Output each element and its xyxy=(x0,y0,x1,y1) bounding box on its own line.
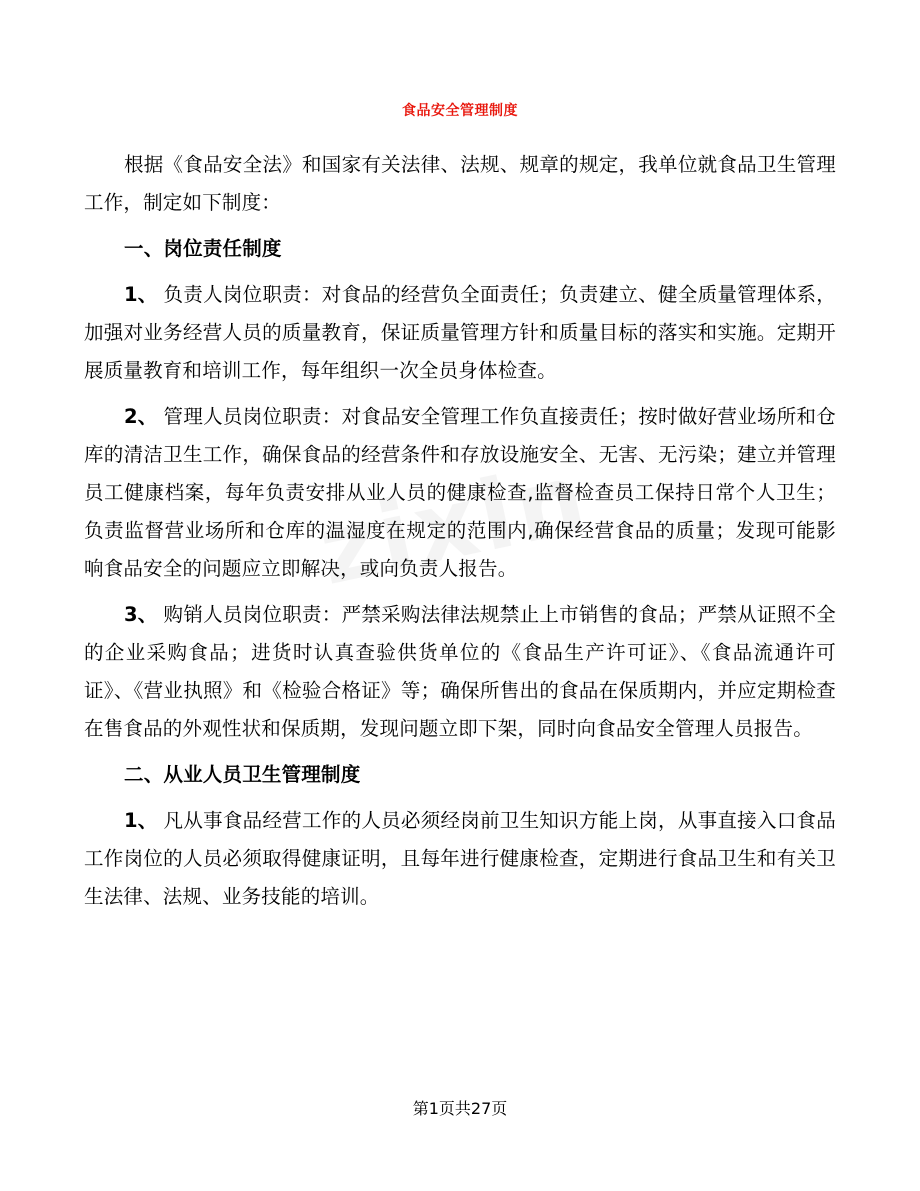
list-item xyxy=(84,802,836,916)
item-text: 购销人员岗位职责：严禁采购法律法规禁止上市销售的食品；严禁从证照不全的企业采购食品；进货时认真查验供货单位的《食品生产许可证》、《食品流通许可证》、《营业执照》和《检验合格证》等；确保所售出的食品在保质期内，并应定期检查在售食品的外观性状和保质期，发现问题立即下架，同时向食品安全管理人员报告。 xyxy=(84,603,836,740)
document-title: 食品安全管理制度 xyxy=(402,103,518,119)
item-text: 负责人岗位职责：对食品的经营负全面责任；负责建立、健全质量管理体系，加强对业务经营人员的质量教育，保证质量管理方针和质量目标的落实和实施。定期开展质量教育和培训工作，每年组织一次全员身体检查。 xyxy=(84,283,836,382)
item-text: 凡从事食品经营工作的人员必须经岗前卫生知识方能上岗，从事直接入口食品工作岗位的人员必须取得健康证明，且每年进行健康检查，定期进行食品卫生和有关卫生法律、法规、业务技能的培训。 xyxy=(84,809,836,908)
item-text: 管理人员岗位职责：对食品安全管理工作负直接责任；按时做好营业场所和仓库的清洁卫生工作，确保食品的经营条件和存放设施安全、无害、无污染；建立并管理员工健康档案，每年负责安排从业人员的健康检查,监督检查员工保持日常个人卫生；负责监督营业场所和仓库的温湿度在规定的范围内,确保经营食品的质量；发现可能影响食品安全的问题应立即解决，或向负责人报告。 xyxy=(84,405,836,580)
list-item xyxy=(84,398,836,588)
list-item xyxy=(84,276,836,390)
list-item xyxy=(84,596,836,748)
item-number: 1、 xyxy=(124,283,158,306)
section-heading-1: 一、岗位责任制度 xyxy=(124,237,282,260)
item-number: 2、 xyxy=(124,405,158,428)
item-number: 1、 xyxy=(124,809,158,832)
page-number-footer: 第1页共27页 xyxy=(412,1099,508,1118)
document-body xyxy=(84,146,836,924)
intro-paragraph: 根据《食品安全法》和国家有关法律、法规、规章的规定，我单位就食品卫生管理工作，制定如下制度： xyxy=(84,153,836,214)
section-heading-2: 二、从业人员卫生管理制度 xyxy=(124,763,361,786)
item-number: 3、 xyxy=(124,603,158,626)
